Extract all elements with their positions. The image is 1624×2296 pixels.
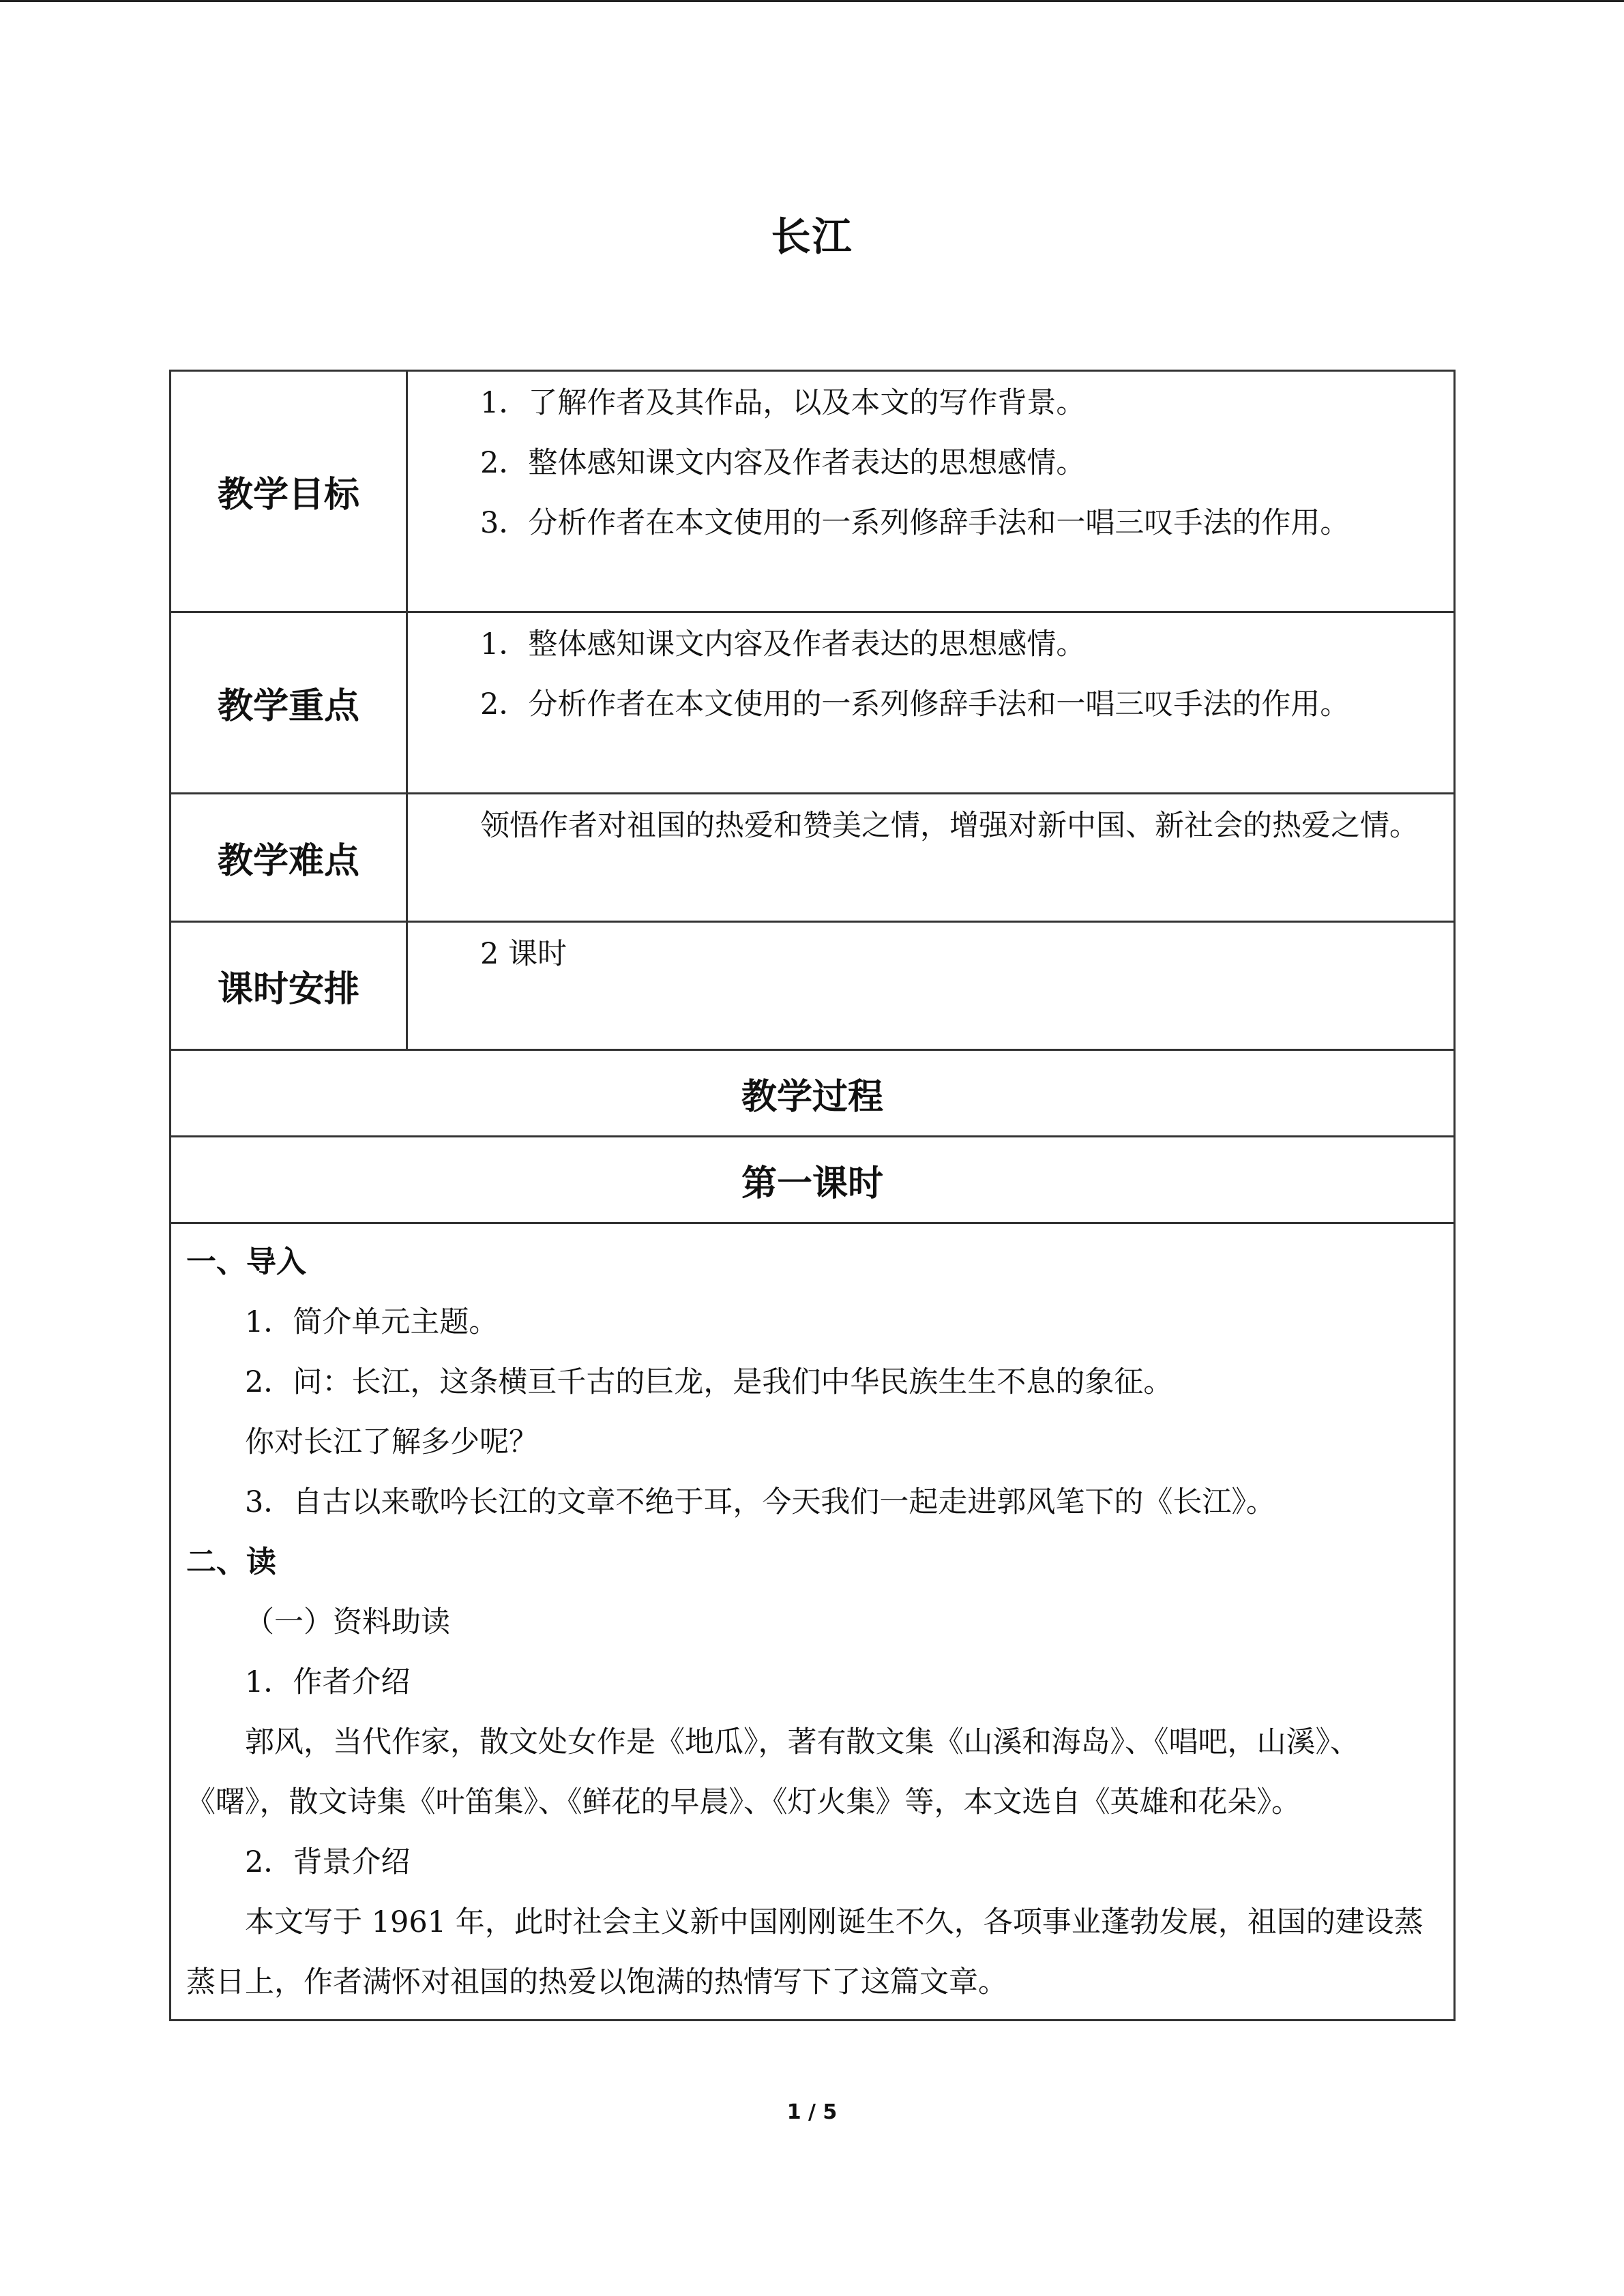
body-paragraph: 1．作者介绍: [245, 1665, 411, 1699]
lesson-body: [171, 1223, 1455, 2021]
row-content-key-points: [407, 612, 1455, 794]
content-line: 1．整体感知课文内容及作者表达的思想感情。: [480, 627, 1086, 661]
body-paragraph: 3．自古以来歌吟长江的文章不绝于耳，今天我们一起走进郭风笔下的《长江》。: [245, 1485, 1275, 1519]
section-title-intro: 一、导入: [186, 1244, 306, 1279]
page-number: 1 / 5: [786, 2100, 838, 2124]
content-line: 2．分析作者在本文使用的一系列修辞手法和一唱三叹手法的作用。: [480, 687, 1350, 721]
document-title: 长江: [771, 213, 853, 260]
content-line: 2 课时: [480, 937, 567, 971]
table-row: [171, 1223, 1455, 2021]
table-row: [171, 1050, 1455, 1137]
lesson-heading: 第一课时: [171, 1137, 1455, 1223]
row-content-difficulties: [407, 794, 1455, 922]
top-border-line: [0, 0, 1624, 2]
body-paragraph: 本文写于 1961 年，此时社会主义新中国刚刚诞生不久，各项事业蓬勃发展，祖国的建设蒸蒸日上，作者满怀对祖国的热爱以饱满的热情写下了这篇文章。: [186, 1905, 1423, 1999]
content-line: 2．整体感知课文内容及作者表达的思想感情。: [480, 446, 1086, 480]
content-line: 领悟作者对祖国的热爱和赞美之情，增强对新中国、新社会的热爱之情。: [480, 809, 1419, 843]
row-content-schedule: [407, 922, 1455, 1050]
row-label-schedule: 课时安排: [171, 922, 407, 1050]
table-row: [171, 1137, 1455, 1223]
row-content-objectives: [407, 371, 1455, 612]
row-label-difficulties: 教学难点: [171, 794, 407, 922]
body-paragraph: 2．背景介绍: [245, 1845, 411, 1879]
lesson-plan-table: [169, 370, 1456, 2021]
section-title-read: 二、读: [186, 1545, 276, 1579]
table-row: [171, 794, 1455, 922]
process-heading: 教学过程: [171, 1050, 1455, 1137]
body-paragraph: 2．问：长江，这条横亘千古的巨龙，是我们中华民族生生不息的象征。: [245, 1365, 1173, 1399]
row-label-key-points: 教学重点: [171, 612, 407, 794]
body-paragraph: 1．简介单元主题。: [245, 1305, 499, 1339]
body-paragraph: 你对长江了解多少呢？: [245, 1425, 538, 1459]
content-line: 3．分析作者在本文使用的一系列修辞手法和一唱三叹手法的作用。: [480, 506, 1350, 540]
table-row: [171, 922, 1455, 1050]
table-row: [171, 612, 1455, 794]
row-label-objectives: 教学目标: [171, 371, 407, 612]
content-line: 1．了解作者及其作品，以及本文的写作背景。: [480, 386, 1086, 420]
subsection-title: （一）资料助读: [245, 1605, 450, 1639]
table-row: [171, 371, 1455, 612]
body-paragraph: 郭风，当代作家，散文处女作是《地瓜》，著有散文集《山溪和海岛》、《唱吧，山溪》、《曙》，散文诗集《叶笛集》、《鲜花的早晨》、《灯火集》等，本文选自《英雄和花朵》。: [186, 1725, 1359, 1819]
